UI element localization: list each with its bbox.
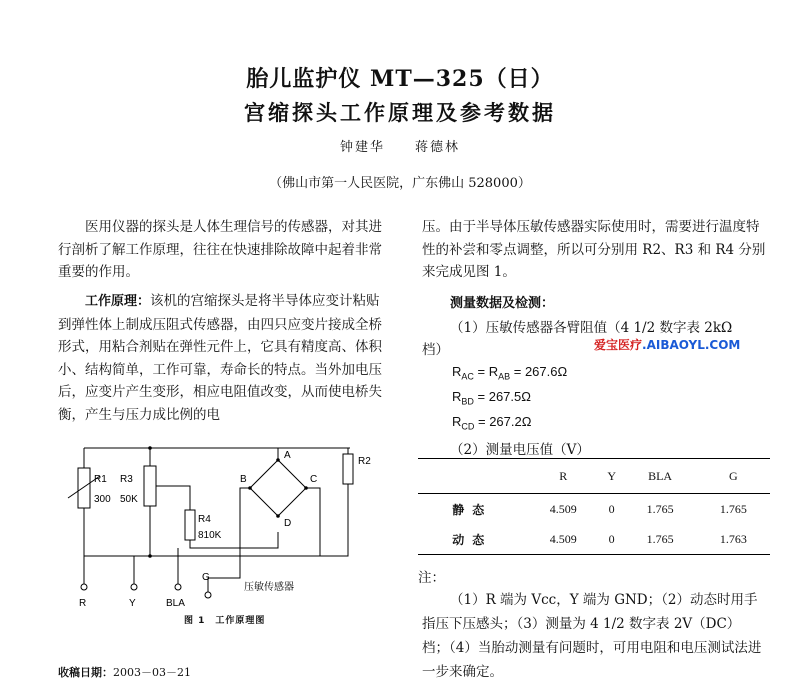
label-node-d: D (284, 518, 292, 529)
title-line-1: 胎儿监护仪 MT—325（日） (246, 66, 554, 92)
principle-heading: 工作原理： (85, 294, 151, 309)
table-header-cell: Y (600, 459, 624, 494)
table-cell: 0 (600, 524, 624, 555)
principle-text: 该机的宫缩探头是将半导体应变计粘贴到弹性体上制成压阻式传感器，由四只应变片接成全桥形式，用粘合剂贴在弹性元件上，它具有精度高、体积小、结构简单，工作可靠，寿命长的特点。当外加电压后，应变片产生变形，相应电阻值改变，从而使电桥失衡，产生与压力成比例的电 (58, 293, 382, 423)
table-cell: 动态 (418, 524, 527, 555)
label-node-b: B (240, 474, 247, 485)
table-cell: 4.509 (527, 524, 600, 555)
equation-rbd: $R_{BD} = 267.5\Omega$ (452, 389, 531, 407)
label-sensor: 压敏传感器 (244, 582, 294, 593)
label-terminal-y: Y (129, 598, 136, 609)
table-header-cell (418, 459, 527, 494)
table-cell: 4.509 (549, 501, 577, 516)
figure-caption: 图 1 工作原理图 (184, 616, 266, 626)
authors: 钟建华 蒋德林 (339, 140, 460, 155)
table-cell: 1.763 (697, 524, 770, 555)
continued-paragraph: 压。由于半导体压敏传感器实际使用时，需要进行温度特性的补尝和零点调整，所以可分别用 R2、R3 和 R4 分别来完成见图 1。 (422, 219, 766, 280)
label-r4-value: 810K (198, 530, 222, 541)
affiliation: （佛山市第一人民医院，广东佛山 528000） (269, 176, 531, 191)
watermark (594, 336, 740, 353)
equation-rac: $R_{AC} = R_{AB} = 267.6\Omega$ (452, 364, 568, 382)
intro-paragraph: 医用仪器的探头是人体生理信号的传感器，对其进行剖析了解工作原理，往往在快速排除故障中起着非常重要的作用。 (58, 219, 382, 280)
label-r4: R4 (198, 514, 211, 525)
table-cell: 0 (608, 501, 615, 516)
table-cell: 1.765 (646, 501, 674, 516)
table-header-cell: G (697, 459, 770, 494)
table-cell: 静态 (452, 502, 493, 517)
item1-line: （1）压敏传感器各臂阻值（4 1/2 数字表 2kΩ (450, 320, 733, 336)
watermark-text: 爱宝医疗 (594, 338, 643, 352)
table-header-cell: R (527, 459, 600, 494)
table-row (418, 524, 770, 555)
notes-text: （1）R 端为 Vcc，Y 端为 GND；（2）动态时用手指压下压感头；（3）测量为 4 1/2 数字表 2V（DC）档；（4）当胎动测量有问题时，可用电阻和电压测试法进一步来确定。 (422, 592, 762, 680)
principle-paragraph (58, 290, 390, 426)
voltage-table (418, 458, 770, 555)
label-terminal-r: R (79, 598, 87, 609)
watermark-url: .AIBAOYL.COM (642, 338, 741, 352)
label-r1: R1 (94, 474, 107, 485)
label-r3-value: 50K (120, 494, 138, 505)
label-r3: R3 (120, 474, 133, 485)
label-terminal-g: G (202, 572, 210, 583)
table-row (418, 494, 770, 525)
received-label: 收稿日期： (58, 666, 113, 679)
notes-heading: 注： (418, 570, 445, 586)
table-header-row (418, 459, 770, 494)
equation-rcd: $R_{CD} = 267.2\Omega$ (452, 414, 532, 432)
table-header-cell: BLA (623, 459, 696, 494)
received-date-value: 2003－03－21 (113, 666, 191, 679)
label-node-a: A (284, 450, 291, 461)
label-r2: R2 (358, 456, 371, 467)
circuit-terminals (81, 584, 211, 598)
circuit-junctions (148, 446, 308, 558)
measure-heading: 测量数据及检测： (450, 296, 555, 311)
received-date (58, 664, 191, 680)
table-cell: 1.765 (623, 524, 696, 555)
item1-continuation: 档） (422, 342, 449, 358)
title-line-2: 宫缩探头工作原理及参考数据 (244, 101, 556, 125)
circuit-diagram (58, 430, 398, 610)
table-cell: 1.765 (719, 501, 747, 516)
label-terminal-bla: BLA (166, 598, 185, 609)
item2-line: （2）测量电压值（V） (450, 442, 590, 458)
label-node-c: C (310, 474, 318, 485)
label-r1-value: 300 (94, 494, 111, 505)
